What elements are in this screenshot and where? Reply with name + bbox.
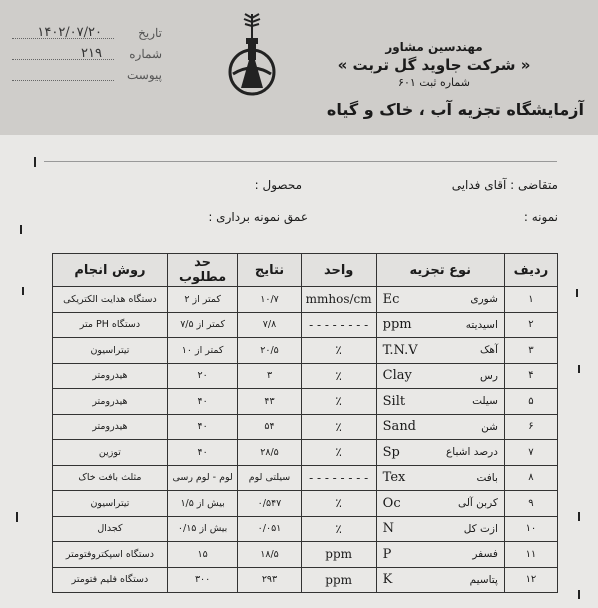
unit-cell: ٪: [301, 414, 376, 440]
consultants-label: مهندسین مشاور: [385, 40, 483, 54]
analysis-name: شوری: [470, 293, 498, 306]
number-label: شماره: [129, 46, 162, 61]
table-row: [53, 414, 558, 440]
analysis-cell-content: [377, 389, 504, 414]
header-row-number: ردیف: [504, 254, 557, 287]
method-cell: دستگاه هدایت الکتریکی: [53, 287, 168, 313]
result-cell: ۵۴: [238, 414, 301, 440]
limit-cell: ۴۰: [167, 414, 237, 440]
unit-cell: ٪: [301, 389, 376, 415]
analysis-cell-content: [377, 517, 504, 542]
border-mark: [20, 225, 22, 234]
analysis-code: K: [382, 572, 393, 588]
border-mark: [578, 590, 580, 599]
analysis-name: شن: [481, 420, 498, 433]
analysis-name: فسفر: [472, 548, 498, 561]
sample-label: نمونه :: [523, 210, 558, 224]
unit-cell: ٪: [301, 516, 376, 542]
divider: [44, 161, 557, 162]
number-row: [12, 43, 162, 64]
header-method: روش انجام: [53, 254, 168, 287]
method-cell: هیدرومتر: [53, 363, 168, 389]
analysis-cell-content: [377, 491, 504, 516]
analysis-code: P: [382, 546, 392, 562]
table-row: [53, 516, 558, 542]
border-mark: [22, 287, 24, 295]
method-cell: هیدرومتر: [53, 389, 168, 415]
company-title-block: [284, 40, 584, 89]
border-mark: [16, 512, 18, 522]
analysis-cell: [376, 287, 504, 313]
analysis-cell: [376, 491, 504, 517]
table-row: [53, 312, 558, 338]
number-value: ۲۱۹: [81, 46, 102, 61]
table-row: [53, 465, 558, 491]
analysis-name: رس: [480, 369, 498, 382]
company-name: « شرکت جاوید گل تربت »: [337, 56, 531, 74]
border-mark: [576, 289, 578, 297]
result-cell: ۱۰/۷: [238, 287, 301, 313]
row-number-cell: ۱: [504, 287, 557, 313]
table-body: [53, 287, 558, 593]
analysis-name: پتاسیم: [469, 573, 498, 586]
analysis-cell-content: [377, 287, 504, 312]
limit-cell: کمتر از ۷/۵: [167, 312, 237, 338]
analysis-cell-content: [377, 338, 504, 363]
header-results: نتایج: [238, 254, 301, 287]
method-cell: توزین: [53, 440, 168, 466]
analysis-code: Oc: [382, 495, 401, 511]
date-row: [12, 22, 162, 43]
product-label: محصول :: [254, 178, 302, 192]
table-row: [53, 491, 558, 517]
analysis-name: درصد اشباع: [446, 446, 498, 459]
document-meta: [12, 22, 162, 85]
method-cell: تیتراسیون: [53, 338, 168, 364]
result-cell: ۲۹۳: [238, 567, 301, 593]
date-label: تاریخ: [138, 25, 162, 40]
result-cell: ۲۸/۵: [238, 440, 301, 466]
table-row: [53, 440, 558, 466]
analysis-cell: [376, 465, 504, 491]
analysis-code: T.N.V: [382, 342, 418, 358]
row-number-cell: ۶: [504, 414, 557, 440]
border-mark: [578, 365, 580, 373]
analysis-name: سیلت: [472, 395, 498, 408]
analysis-code: Sand: [382, 419, 417, 435]
analysis-cell-content: [377, 440, 504, 465]
unit-cell: ٪: [301, 363, 376, 389]
unit-cell: ٪: [301, 491, 376, 517]
analysis-code: Clay: [382, 368, 412, 384]
letterhead: [0, 0, 598, 135]
limit-cell: ۱۵: [167, 542, 237, 568]
sampling-depth-label: عمق نمونه برداری :: [208, 210, 308, 224]
analysis-cell: [376, 338, 504, 364]
company-logo: [219, 10, 285, 100]
table-row: [53, 287, 558, 313]
lab-name: آزمایشگاه تجزیه آب ، خاک و گیاه: [326, 100, 584, 119]
unit-cell: mmhos/cm: [301, 287, 376, 313]
table-row: [53, 567, 558, 593]
analysis-cell: [376, 440, 504, 466]
analysis-name: آهک: [480, 344, 498, 357]
method-cell: هیدرومتر: [53, 414, 168, 440]
analysis-code: Sp: [382, 444, 400, 460]
analysis-cell-content: [377, 568, 504, 593]
analysis-code: Ec: [382, 291, 400, 307]
row-number-cell: ۱۲: [504, 567, 557, 593]
table-row: [53, 542, 558, 568]
result-cell: ۰/۵۴۷: [238, 491, 301, 517]
analysis-cell: [376, 542, 504, 568]
analysis-cell-content: [377, 364, 504, 389]
result-cell: ۷/۸: [238, 312, 301, 338]
header-limit: حد مطلوب: [167, 254, 237, 287]
result-cell: ۲۰/۵: [238, 338, 301, 364]
analysis-cell: [376, 414, 504, 440]
analysis-cell-content: [377, 313, 504, 338]
unit-cell: - - - - - - - -: [301, 312, 376, 338]
method-cell: مثلث بافت خاک: [53, 465, 168, 491]
limit-cell: بیش از ۱/۵: [167, 491, 237, 517]
row-number-cell: ۳: [504, 338, 557, 364]
method-cell: دستگاه فلیم فتومتر: [53, 567, 168, 593]
limit-cell: کمتر از ۱۰: [167, 338, 237, 364]
row-number-cell: ۷: [504, 440, 557, 466]
analysis-cell: [376, 312, 504, 338]
table-row: [53, 338, 558, 364]
analysis-code: Silt: [382, 393, 406, 409]
limit-cell: ۴۰: [167, 389, 237, 415]
result-cell: سیلتی لوم: [238, 465, 301, 491]
method-cell: دستگاه اسپکتروفتومتر: [53, 542, 168, 568]
header-unit: واحد: [301, 254, 376, 287]
analysis-cell-content: [377, 542, 504, 567]
method-cell: دستگاه PH متر: [53, 312, 168, 338]
attachment-label: پیوست: [127, 67, 162, 82]
limit-cell: لوم - لوم رسی: [167, 465, 237, 491]
result-cell: ۳: [238, 363, 301, 389]
table-row: [53, 389, 558, 415]
analysis-table: [52, 253, 558, 593]
analysis-cell: [376, 516, 504, 542]
analysis-name: ازت کل: [463, 522, 498, 535]
unit-cell: - - - - - - - -: [301, 465, 376, 491]
limit-cell: ۲۰: [167, 363, 237, 389]
attachment-row: [12, 64, 162, 85]
analysis-cell-content: [377, 415, 504, 440]
analysis-code: N: [382, 521, 395, 537]
border-mark: [34, 157, 36, 167]
result-cell: ۰/۰۵۱: [238, 516, 301, 542]
number-line: [12, 59, 114, 60]
border-mark: [578, 512, 580, 521]
row-number-cell: ۸: [504, 465, 557, 491]
row-number-cell: ۴: [504, 363, 557, 389]
analysis-name: اسیدیته: [465, 318, 498, 331]
analysis-name: بافت: [476, 471, 498, 484]
analysis-cell: [376, 567, 504, 593]
result-cell: ۱۸/۵: [238, 542, 301, 568]
header-analysis-type: نوع تجزیه: [376, 254, 504, 287]
method-cell: تیتراسیون: [53, 491, 168, 517]
row-number-cell: ۲: [504, 312, 557, 338]
attachment-line: [12, 80, 114, 81]
analysis-name: کربن آلی: [457, 497, 498, 510]
method-cell: کجدال: [53, 516, 168, 542]
row-number-cell: ۱۰: [504, 516, 557, 542]
row-number-cell: ۱۱: [504, 542, 557, 568]
unit-cell: ppm: [301, 542, 376, 568]
analysis-code: Tex: [382, 470, 406, 486]
analysis-code: ppm: [382, 317, 412, 333]
analysis-cell: [376, 389, 504, 415]
row-number-cell: ۵: [504, 389, 557, 415]
analysis-cell: [376, 363, 504, 389]
unit-cell: ٪: [301, 338, 376, 364]
date-value: ۱۴۰۲/۰۷/۲۰: [37, 25, 102, 40]
result-cell: ۴۳: [238, 389, 301, 415]
unit-cell: ٪: [301, 440, 376, 466]
applicant: متقاضی : آقای فدایی: [451, 178, 558, 192]
row-number-cell: ۹: [504, 491, 557, 517]
table-header-row: [53, 254, 558, 287]
limit-cell: ۴۰: [167, 440, 237, 466]
date-line: [12, 38, 114, 39]
registration-number: شماره ثبت ۶۰۱: [398, 76, 470, 89]
limit-cell: ۳۰۰: [167, 567, 237, 593]
unit-cell: ppm: [301, 567, 376, 593]
table-row: [53, 363, 558, 389]
analysis-cell-content: [377, 466, 504, 491]
limit-cell: کمتر از ۲: [167, 287, 237, 313]
limit-cell: بیش از ۰/۱۵: [167, 516, 237, 542]
